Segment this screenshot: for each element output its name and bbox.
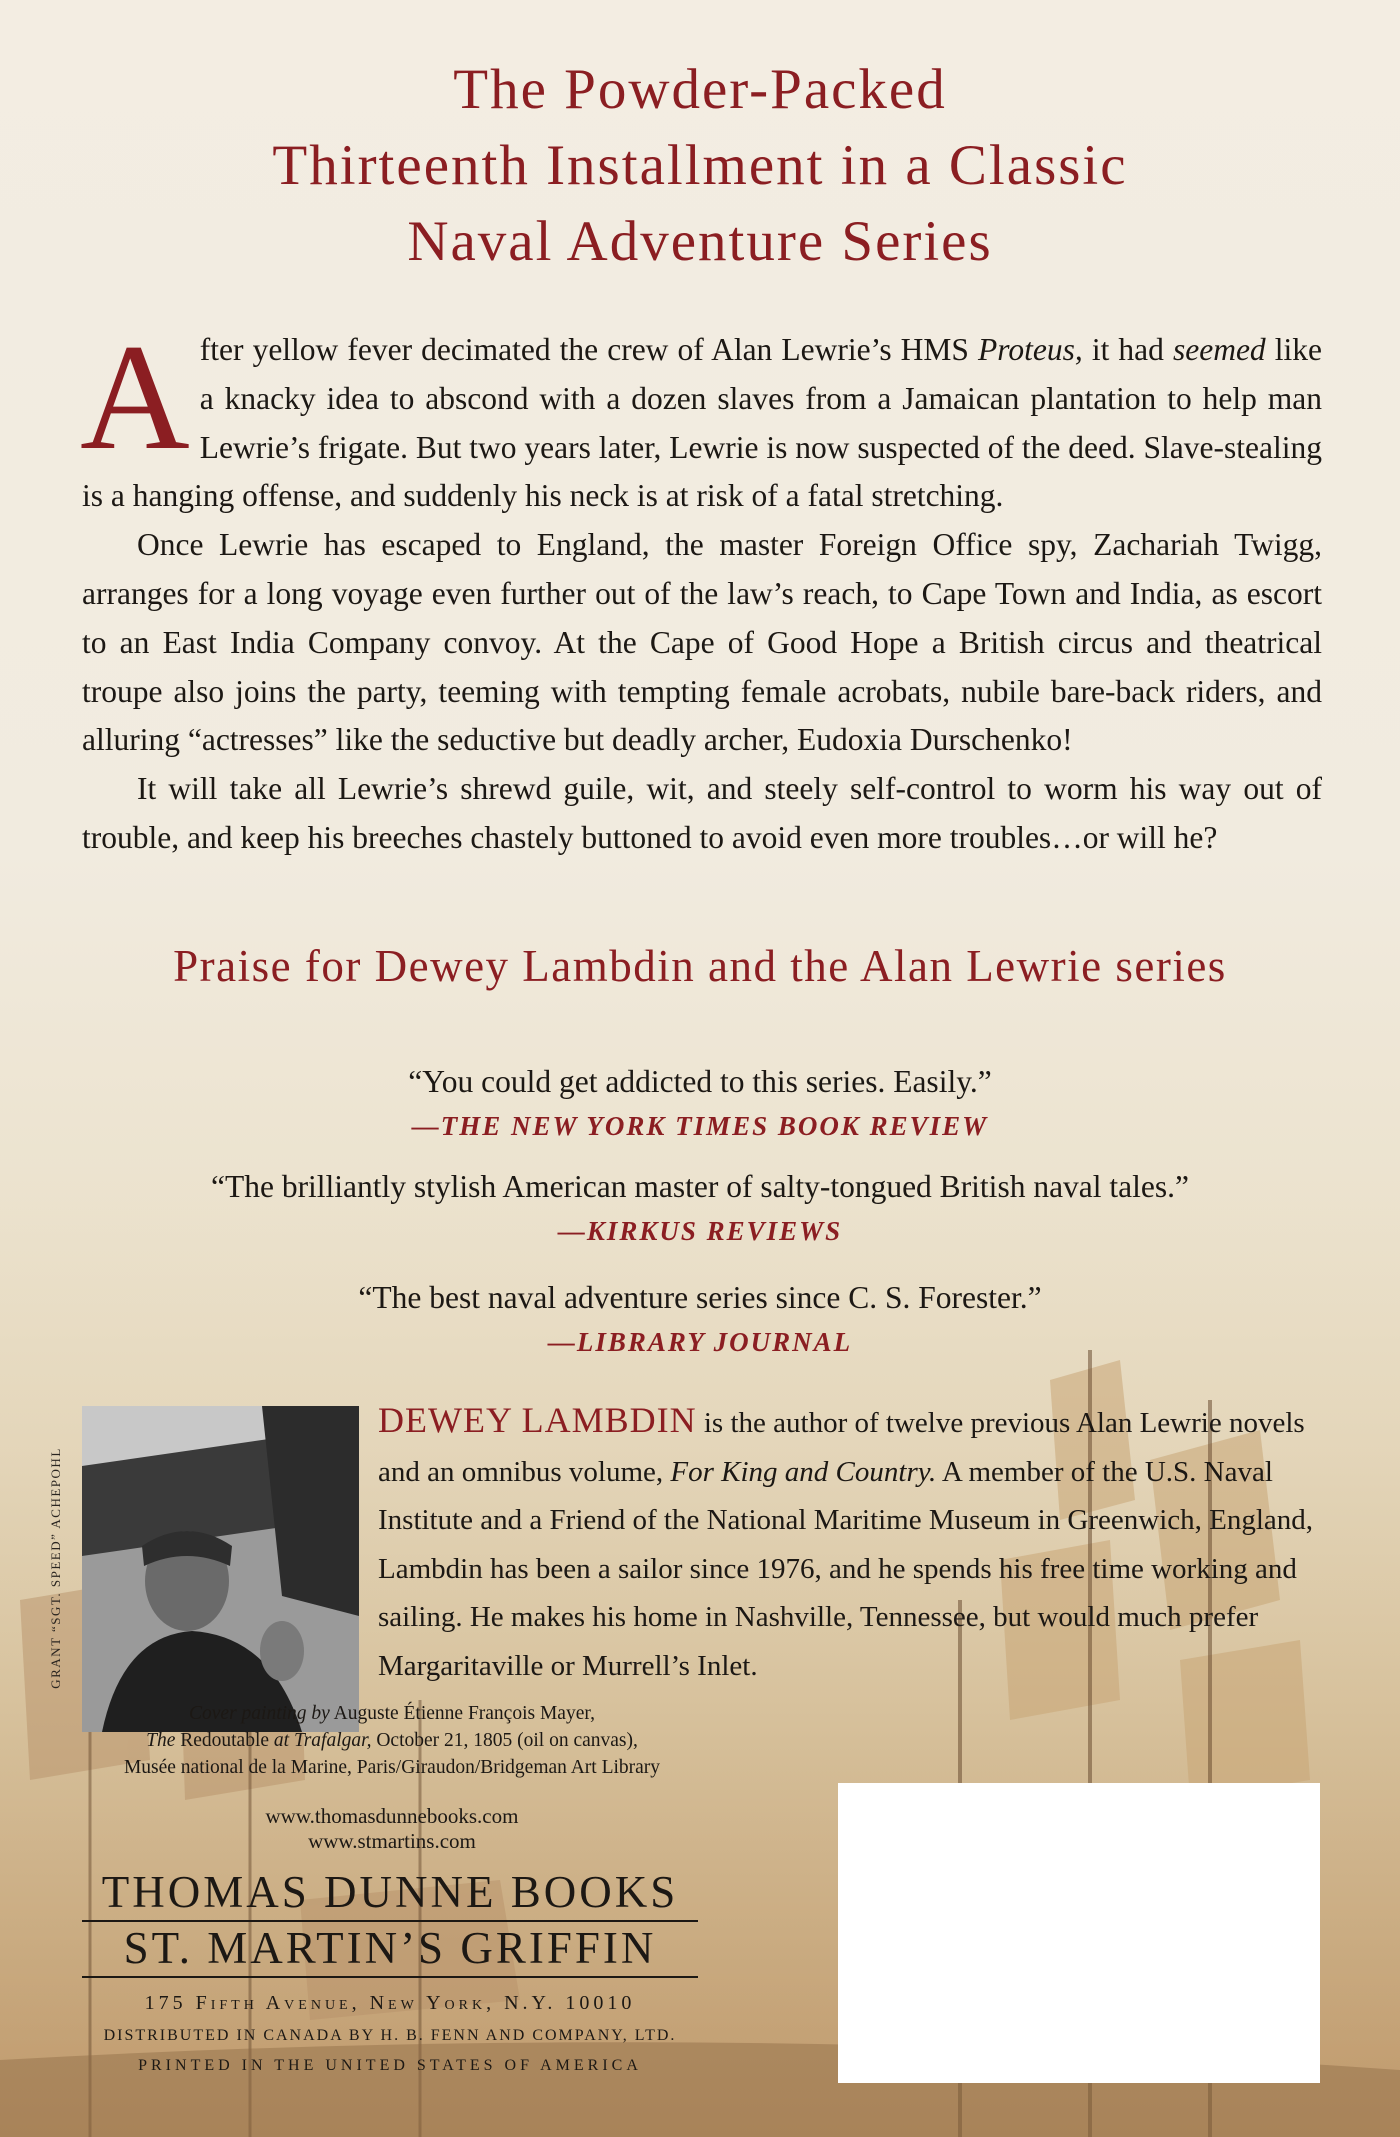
cover-credit-line-2	[82, 1727, 702, 1754]
book-title: For King and Country.	[670, 1455, 937, 1488]
painting-title: at Trafalgar,	[273, 1730, 372, 1751]
bio-text: A member of the U.S. Naval Institute and a Friend of the National Maritime Museum in Greenwich, England, Lambdin has been a sailor since 1976, and he spends his free time working and sailing. He makes his home in Nashville, Tennessee, but would much prefer Margaritaville or Murrell’s Inlet.	[378, 1455, 1314, 1682]
quote-text: “The brilliantly stylish American master of salty-tongued British naval tales.”	[210, 1169, 1189, 1204]
painting-title: Redoutable	[175, 1730, 274, 1751]
imprint-thomas-dunne: THOMAS DUNNE BOOKS	[82, 1866, 698, 1922]
synopsis	[80, 313, 1322, 863]
quote-text: “You could get addicted to this series. Easily.”	[408, 1064, 992, 1099]
distribution-note: DISTRIBUTED IN CANADA BY H. B. FENN AND COMPANY, LTD.	[103, 2027, 677, 2044]
url-stmartins[interactable]: www.stmartins.com	[308, 1829, 476, 1853]
synopsis-text: it had	[1082, 332, 1173, 367]
headline-line-1: The Powder-Packed	[453, 58, 947, 121]
quote-source: —THE NEW YORK TIMES BOOK REVIEW	[411, 1111, 989, 1141]
synopsis-text: like a knacky idea to abscond with a dozen slaves from a Jamaican plantation to help man Lewrie’s frigate. But two years later, Lewrie is now suspected of the deed. Slave-stealing is a hanging offense, and suddenly his neck is at risk of a fatal stretching.	[82, 332, 1322, 514]
photo-credit-text: GRANT “SGT. SPEED” ACHEPOHL	[48, 1447, 63, 1689]
headline	[0, 52, 1400, 280]
synopsis-paragraph-2: Once Lewrie has escaped to England, the master Foreign Office spy, Zachariah Twigg, arranges for a long voyage even further out of the law’s reach, to Cape Town and India, as escort to an East India Company convoy. At the Cape of Good Hope a British circus and theatrical troupe also joins the party, teeming with tempting female acrobats, nubile bare-back riders, and alluring “actresses” like the seductive but deadly archer, Eudoxia Durschenko!	[82, 527, 1322, 758]
ship-name: Proteus,	[978, 332, 1083, 367]
quote-text: “The best naval adventure series since C. S. Forester.”	[358, 1280, 1042, 1315]
synopsis-paragraph-3: It will take all Lewrie’s shrewd guile, wit, and steely self-control to worm his way out of trouble, and keep his breeches chastely buttoned to avoid even more troubles…or will he?	[82, 771, 1322, 855]
url-publisher[interactable]: www.thomasdunnebooks.com	[265, 1804, 519, 1828]
printed-note: PRINTED IN THE UNITED STATES OF AMERICA	[138, 2057, 642, 2074]
synopsis-paragraph-1	[80, 313, 1322, 521]
emphasis: seemed	[1172, 332, 1266, 367]
headline-line-3: Naval Adventure Series	[407, 210, 993, 273]
barcode-placeholder	[838, 1783, 1320, 2083]
cover-label: Cover painting by	[189, 1703, 330, 1724]
praise-quote	[0, 1165, 1400, 1253]
praise-quote	[0, 1060, 1400, 1148]
author-bio	[378, 1396, 1320, 1690]
cover-credit	[82, 1700, 702, 1781]
quote-source: —KIRKUS REVIEWS	[557, 1216, 843, 1246]
synopsis-text: fter yellow fever decimated the crew of Alan Lewrie’s HMS	[199, 332, 979, 367]
website-links	[82, 1804, 702, 1854]
headline-line-2: Thirteenth Installment in a Classic	[272, 134, 1128, 197]
praise-heading: Praise for Dewey Lambdin and the Alan Lewrie series	[173, 941, 1227, 991]
bio-text: is the author of twelve previous Alan Lewrie novels and an omnibus volume,	[378, 1407, 1305, 1488]
painting-title: The	[146, 1730, 176, 1751]
drop-cap: A	[80, 313, 190, 481]
author-photo	[82, 1406, 359, 1732]
praise-quote	[0, 1276, 1400, 1364]
publisher-block	[82, 1866, 698, 2075]
author-name: DEWEY LAMBDIN	[378, 1400, 697, 1440]
publisher-address: 175 Fifth Avenue, New York, N.Y. 10010	[144, 1992, 636, 2014]
cover-artist: Auguste Étienne François Mayer,	[329, 1703, 595, 1724]
photo-credit	[48, 1408, 70, 1728]
quote-source: —LIBRARY JOURNAL	[547, 1327, 853, 1357]
cover-credit-line-1	[82, 1700, 702, 1727]
cover-credit-line-3: Musée national de la Marine, Paris/Giraudon/Bridgeman Art Library	[123, 1757, 661, 1778]
imprint-st-martins: ST. MARTIN’S GRIFFIN	[82, 1922, 698, 1978]
painting-date: October 21, 1805 (oil on canvas),	[371, 1730, 638, 1751]
